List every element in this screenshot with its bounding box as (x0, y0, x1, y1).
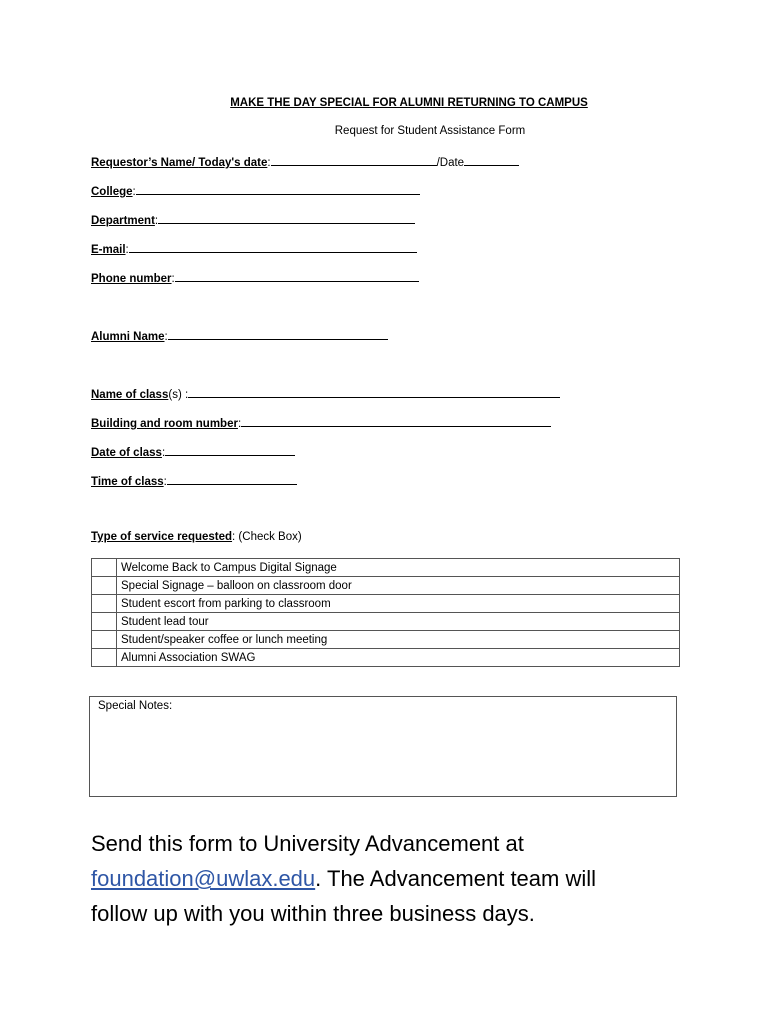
department-label: Department (91, 215, 155, 227)
college-colon: : (132, 186, 136, 198)
service-checkbox[interactable] (92, 595, 117, 613)
class-date-field (91, 444, 295, 459)
footer-line-3: follow up with you within three business days. (91, 901, 535, 926)
form-subtitle: Request for Student Assistance Form (334, 125, 526, 137)
requestor-field (91, 154, 519, 169)
department-colon: : (154, 215, 159, 227)
service-type-field (91, 531, 302, 543)
class-time-field (91, 473, 297, 488)
service-checkbox[interactable] (92, 631, 117, 649)
class-time-input-line[interactable] (167, 473, 297, 485)
department-input-line[interactable] (158, 212, 415, 224)
date-label: /Date (436, 157, 465, 169)
class-date-input-line[interactable] (165, 444, 295, 456)
email-colon: : (125, 244, 129, 256)
footer-instructions (91, 826, 731, 931)
service-checkbox[interactable] (92, 613, 117, 631)
service-option-label: Student escort from parking to classroom (117, 595, 680, 613)
alumni-name-label: Alumni Name (91, 331, 165, 343)
service-checkbox[interactable] (92, 649, 117, 667)
class-name-field (91, 386, 560, 401)
service-checkbox[interactable] (92, 577, 117, 595)
requestor-input-line[interactable] (271, 154, 437, 166)
foundation-email-link[interactable]: foundation@uwlax.edu (91, 866, 316, 891)
form-title: MAKE THE DAY SPECIAL FOR ALUMNI RETURNING TO CAMPUS (230, 97, 588, 109)
date-input-line[interactable] (464, 154, 519, 166)
service-option-row (92, 595, 680, 613)
class-name-suffix: (s) : (168, 389, 189, 401)
class-name-input-line[interactable] (188, 386, 560, 398)
service-option-label: Student lead tour (117, 613, 680, 631)
building-colon: : (237, 418, 242, 430)
requestor-separator: / (191, 157, 199, 169)
service-option-row (92, 577, 680, 595)
requestor-name-label: Requestor’s Name (91, 157, 192, 169)
service-option-label: Special Signage – balloon on classroom door (117, 577, 680, 595)
service-option-label: Alumni Association SWAG (117, 649, 680, 667)
email-field (91, 241, 417, 256)
class-time-label: Time of class (91, 476, 164, 488)
phone-colon: : (171, 273, 175, 285)
building-input-line[interactable] (241, 415, 551, 427)
service-option-label: Welcome Back to Campus Digital Signage (117, 559, 680, 577)
footer-line-2 (91, 861, 731, 896)
class-name-label: Name of class (91, 389, 169, 401)
phone-label: Phone number (91, 273, 172, 285)
service-option-label: Student/speaker coffee or lunch meeting (117, 631, 680, 649)
building-label: Building and room number (91, 418, 238, 430)
service-option-row (92, 649, 680, 667)
service-checkbox[interactable] (92, 559, 117, 577)
service-option-row (92, 613, 680, 631)
requestor-colon: : (267, 157, 271, 169)
service-options-table (91, 558, 680, 667)
service-type-suffix: : (Check Box) (232, 531, 302, 543)
phone-input-line[interactable] (175, 270, 419, 282)
class-time-colon: : (163, 476, 167, 488)
building-field (91, 415, 551, 430)
email-input-line[interactable] (129, 241, 417, 253)
college-label: College (91, 186, 133, 198)
alumni-colon: : (164, 331, 168, 343)
email-label: E-mail (91, 244, 126, 256)
department-field (91, 212, 415, 227)
college-input-line[interactable] (136, 183, 420, 195)
phone-field (91, 270, 419, 285)
service-option-row (92, 631, 680, 649)
service-type-label: Type of service requested (91, 531, 233, 543)
special-notes-label: Special Notes: (98, 700, 173, 712)
todays-date-label: Today's date (198, 157, 268, 169)
college-field (91, 183, 420, 198)
special-notes-box[interactable] (89, 696, 677, 797)
footer-line-2-text: . The Advancement team will (315, 866, 597, 891)
alumni-name-input-line[interactable] (168, 328, 388, 340)
footer-line-1: Send this form to University Advancement at (91, 831, 524, 856)
class-date-label: Date of class (91, 447, 162, 459)
class-date-colon: : (161, 447, 166, 459)
service-option-row (92, 559, 680, 577)
alumni-name-field (91, 328, 388, 343)
